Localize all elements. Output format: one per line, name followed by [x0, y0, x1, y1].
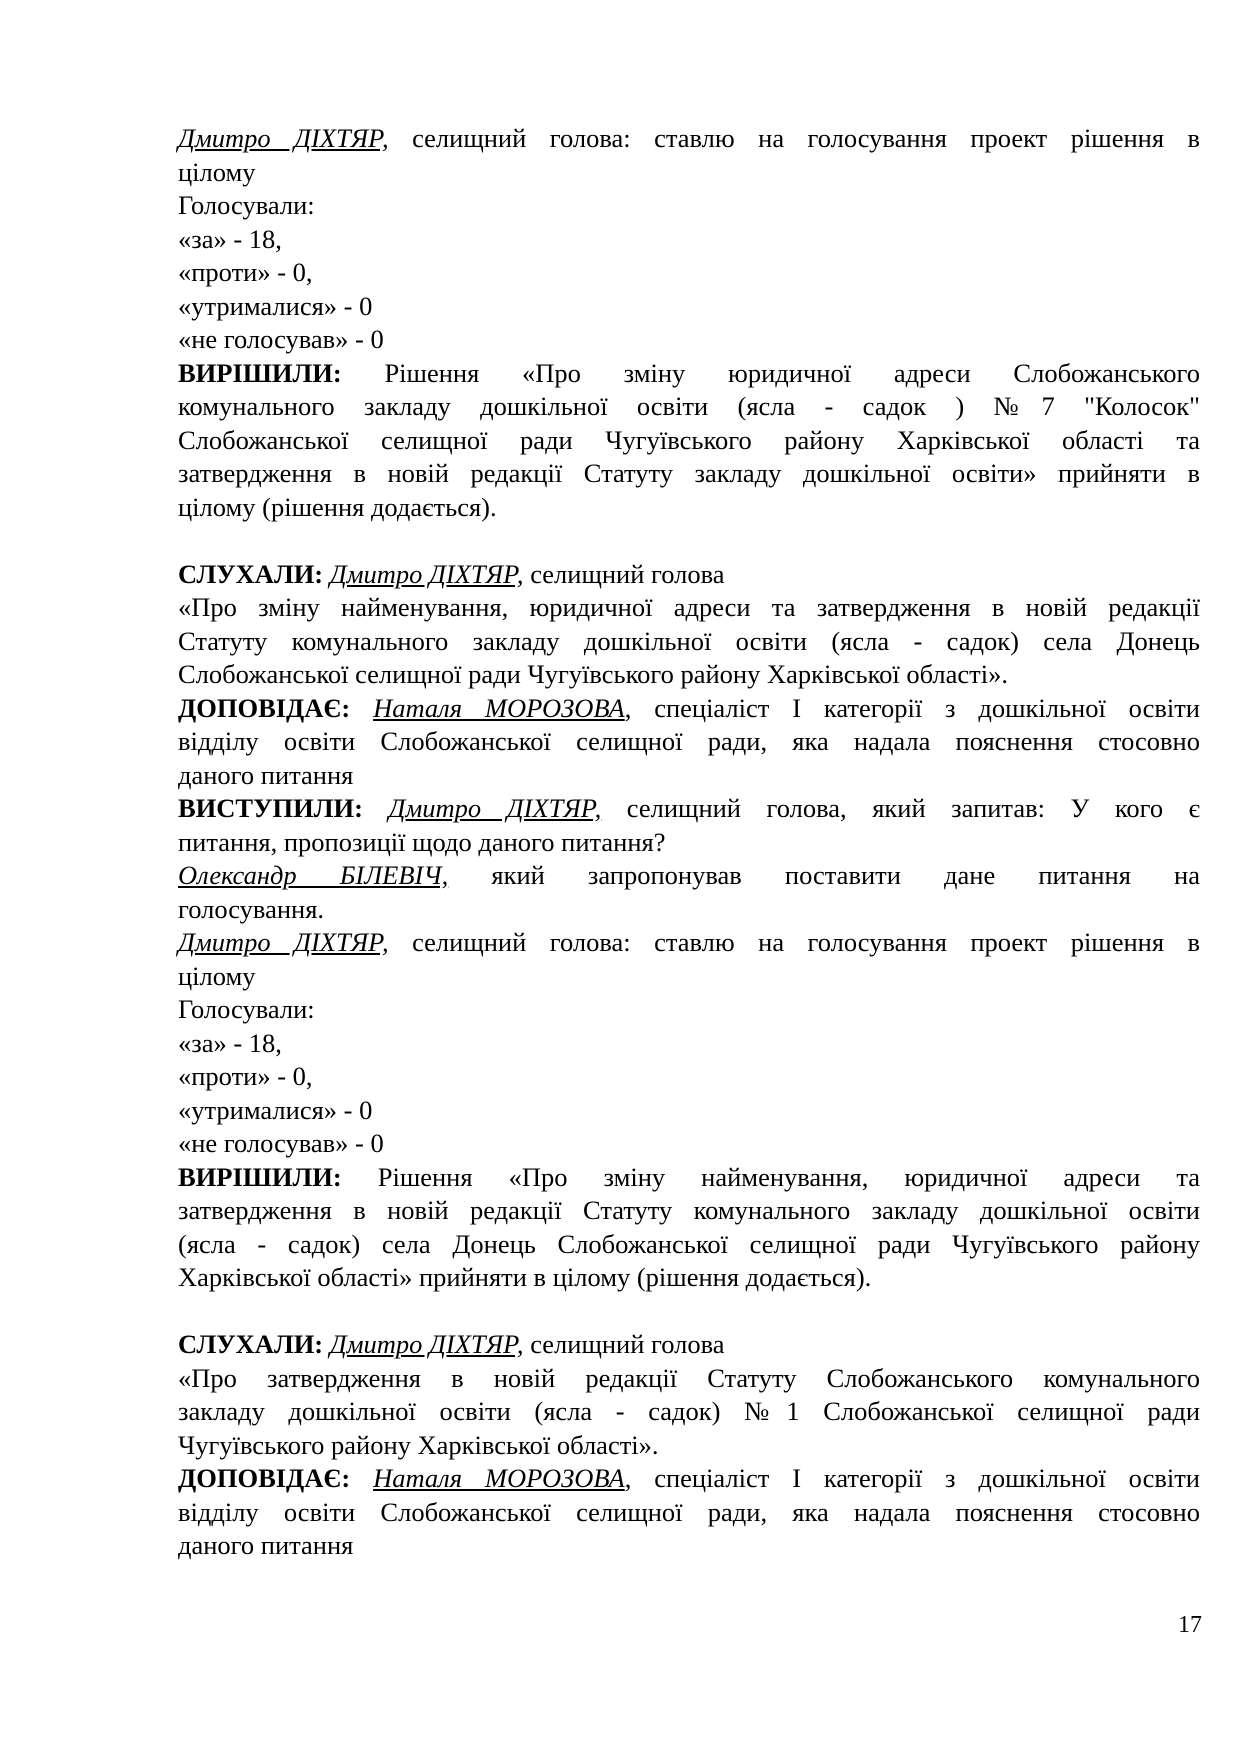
topic-line: «Про зміну найменування, юридичної адреси та затвердження в новій редакції	[178, 592, 1200, 622]
decision-line: цілому (рішення додається).	[178, 491, 497, 522]
page-number: 17	[1178, 1612, 1202, 1638]
vote-header: Голосували:	[178, 994, 315, 1024]
heard-label: СЛУХАЛИ:	[178, 558, 324, 589]
vote-call-line: цілому	[178, 156, 256, 187]
speak-line: ВИСТУПИЛИ: Дмитро ДІХТЯР, селищний голова, який запитав: У кого є	[178, 793, 1200, 823]
document-page	[178, 122, 1200, 1563]
vote-for: «за» - 18,	[178, 223, 282, 254]
speaker-name: Дмитро ДІХТЯР,	[178, 123, 389, 153]
decision-line: (ясла - садок) села Донець Слобожанської селищної ради Чугуївського району	[178, 1228, 1200, 1259]
vote-not-voted: «не голосував» - 0	[178, 324, 384, 354]
vote-abstained: «утрималися» - 0	[178, 1094, 373, 1125]
report-label: ДОПОВІДАЄ:	[178, 692, 351, 723]
vote-against: «проти» - 0,	[178, 1061, 313, 1091]
heard-line: СЛУХАЛИ: Дмитро ДІХТЯР, селищний голова	[178, 1329, 725, 1359]
report-line: даного питання	[178, 759, 354, 790]
heard-label: СЛУХАЛИ:	[178, 1329, 324, 1359]
decision-line: Слобожанської селищної ради Чугуївського району Харківської області та	[178, 424, 1200, 455]
decision-line: затвердження в новій редакції Статуту закладу дошкільної освіти» прийняти в	[178, 458, 1200, 488]
vote-call-line: цілому	[178, 960, 256, 991]
decision-label: ВИРІШИЛИ:	[178, 1161, 342, 1192]
speak-line: питання, пропозиції щодо даного питання?	[178, 826, 666, 857]
proposal-line: Олександр БІЛЕВІЧ, який запропонував поставити дане питання на	[178, 860, 1200, 890]
report-line: ДОПОВІДАЄ: Наталя МОРОЗОВА, спеціаліст І категорії з дошкільної освіти	[178, 692, 1200, 723]
vote-header: Голосували:	[178, 190, 315, 220]
speaker-name: Дмитро ДІХТЯР,	[329, 1329, 524, 1359]
topic-line: Чугуївського району Харківської області».	[178, 1429, 659, 1460]
speaker-name: Олександр БІЛЕВІЧ,	[178, 860, 449, 890]
decision-line: комунального закладу дошкільної освіти (ясла - садок ) №7 "Колосок"	[178, 391, 1200, 421]
decision-line: ВИРІШИЛИ: Рішення «Про зміну найменування, юридичної адреси та	[178, 1161, 1200, 1192]
decision-line: Харківської області» прийняти в цілому (рішення додається).	[178, 1262, 872, 1292]
vote-abstained: «утрималися» - 0	[178, 290, 373, 321]
topic-line: «Про затвердження в новій редакції Статуту Слобожанського комунального	[178, 1362, 1200, 1393]
topic-line: Слобожанської селищної ради Чугуївського району Харківської області».	[178, 659, 1008, 689]
reporter-name: Наталя МОРОЗОВА	[373, 1463, 625, 1493]
vote-for: «за» - 18,	[178, 1027, 282, 1058]
decision-line: ВИРІШИЛИ: Рішення «Про зміну юридичної адреси Слобожанського	[178, 357, 1200, 388]
speak-label: ВИСТУПИЛИ:	[178, 793, 363, 823]
vote-call-line: Дмитро ДІХТЯР, селищний голова: ставлю на голосування проект рішення в	[178, 123, 1200, 153]
decision-line: затвердження в новій редакції Статуту комунального закладу дошкільної освіти	[178, 1195, 1200, 1225]
speaker-name: Дмитро ДІХТЯР,	[388, 793, 602, 823]
speaker-name: Дмитро ДІХТЯР,	[178, 927, 389, 957]
proposal-line: голосування.	[178, 893, 325, 924]
heard-line: СЛУХАЛИ: Дмитро ДІХТЯР, селищний голова	[178, 558, 725, 589]
vote-not-voted: «не голосував» - 0	[178, 1128, 384, 1158]
decision-label: ВИРІШИЛИ:	[178, 357, 342, 388]
reporter-name: Наталя МОРОЗОВА	[373, 692, 625, 723]
report-line: даного питання	[178, 1530, 354, 1560]
vote-call-line: Дмитро ДІХТЯР, селищний голова: ставлю на голосування проект рішення в	[178, 927, 1200, 957]
report-line: відділу освіти Слобожанської селищної ради, яка надала пояснення стосовно	[178, 1496, 1200, 1527]
report-label: ДОПОВІДАЄ:	[178, 1463, 351, 1493]
report-line: відділу освіти Слобожанської селищної ради, яка надала пояснення стосовно	[178, 726, 1200, 756]
topic-line: закладу дошкільної освіти (ясла - садок) №1 Слобожанської селищної ради	[178, 1396, 1200, 1426]
report-line: ДОПОВІДАЄ: Наталя МОРОЗОВА, спеціаліст І категорії з дошкільної освіти	[178, 1463, 1200, 1493]
speaker-name: Дмитро ДІХТЯР,	[329, 558, 524, 589]
vote-against: «проти» - 0,	[178, 257, 313, 287]
topic-line: Статуту комунального закладу дошкільної освіти (ясла - садок) села Донець	[178, 625, 1200, 656]
